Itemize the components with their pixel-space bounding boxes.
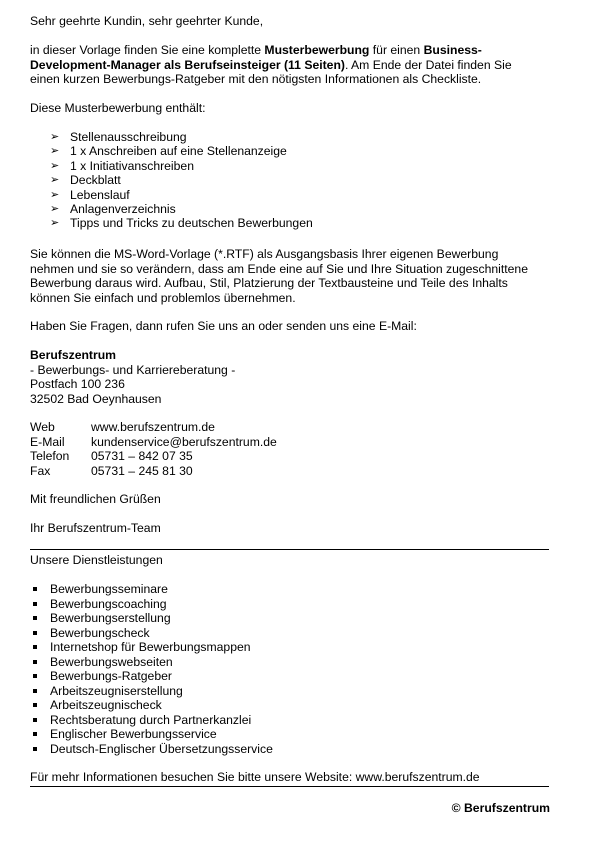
list-item-label: Bewerbungsseminare [50,582,168,596]
list-item-label: Bewerbungs-Ratgeber [50,669,172,683]
list-item-label: Tipps und Tricks zu deutschen Bewerbungen [70,216,313,231]
list-item [30,582,273,597]
more-info-text: Für mehr Informationen besuchen Sie bitte unsere Website: www.berufszentrum.de [30,770,480,784]
intro-bold-musterbewerbung: Musterbewerbung [264,43,370,57]
square-bullet-icon [33,645,37,649]
square-bullet-icon [33,674,37,678]
square-bullet-icon [33,718,37,722]
list-item [50,188,313,202]
list-item [50,159,313,173]
usage-line: nehmen und sie so verändern, dass am Ende eine auf Sie und Ihre Situation zugeschnittene [30,261,528,276]
list-item-label: Anlagenverzeichnis [70,201,176,216]
list-item-label: Bewerbungscoaching [50,596,167,611]
square-bullet-icon [33,703,37,707]
contact-label: E-Mail [30,434,65,449]
square-bullet-icon [33,660,37,664]
contact-label: Web [30,420,55,434]
list-item [30,597,273,612]
list-item-label: Arbeitszeugnischeck [50,698,162,712]
contact-row-phone [30,449,193,463]
arrow-bullet-icon: ➢ [50,202,60,215]
copyright: © Berufszentrum [451,801,550,815]
intro-text: . Am Ende der Datei finden Sie [344,57,512,72]
list-item-label: Arbeitszeugniserstellung [50,683,183,698]
square-bullet-icon [33,689,37,693]
list-item [30,669,273,684]
postbox: Postfach 100 236 [30,377,125,391]
company-tagline: - Bewerbungs- und Karriereberatung - [30,362,236,377]
square-bullet-icon [33,602,37,606]
usage-line: Bewerbung daraus wird. Aufbau, Stil, Platzierung der Textbausteine und Teile des Inhalts [30,276,508,290]
website-link[interactable]: www.berufszentrum.de [91,420,215,434]
contact-row-email [30,435,277,449]
services-list [30,582,273,756]
intro-bold-business: Business- [423,43,482,57]
closing: Mit freundlichen Grüßen [30,492,161,506]
fax-number: 05731 – 245 81 30 [91,463,193,478]
email-link[interactable]: kundenservice@berufszentrum.de [91,434,277,449]
intro-text: in dieser Vorlage finden Sie eine komplette [30,43,265,57]
questions-text: Haben Sie Fragen, dann rufen Sie uns an oder senden uns eine E-Mail: [30,319,417,333]
list-item-label: Deutsch-Englischer Übersetzungsservice [50,741,273,756]
contact-label: Fax [30,463,51,478]
list-item-label: Deckblatt [70,173,121,188]
intro-bold-position: Development-Manager als Berufseinsteiger (11 Seiten) [30,57,345,72]
list-item [50,216,313,230]
arrow-bullet-icon: ➢ [50,159,60,172]
contents-heading: Diese Musterbewerbung enthält: [30,101,206,115]
arrow-bullet-icon: ➢ [50,131,60,143]
list-item [50,173,313,187]
list-item [50,130,313,144]
list-item-label: Lebenslauf [70,187,130,202]
square-bullet-icon [33,732,37,736]
arrow-bullet-icon: ➢ [50,188,60,201]
signature: Ihr Berufszentrum-Team [30,521,161,535]
list-item [30,655,273,670]
arrow-bullet-icon: ➢ [50,145,60,158]
contents-list [50,130,313,231]
arrow-bullet-icon: ➢ [50,174,60,187]
list-item [30,684,273,699]
divider-bottom [30,786,549,787]
usage-line: Sie können die MS-Word-Vorlage (*.RTF) als Ausgangsbasis Ihrer eigenen Bewerbung [30,247,499,261]
divider-top [30,549,549,550]
phone-number: 05731 – 842 07 35 [91,449,193,463]
square-bullet-icon [33,587,37,591]
list-item-label: Rechtsberatung durch Partnerkanzlei [50,712,252,727]
list-item [50,202,313,216]
contact-row-fax [30,464,193,478]
list-item-label: Bewerbungserstellung [50,611,171,625]
square-bullet-icon [33,631,37,635]
intro-line-3: einen kurzen Bewerbungs-Ratgeber mit den nötigsten Informationen als Checkliste. [30,72,482,86]
list-item-label: Stellenausschreibung [70,130,187,144]
arrow-bullet-icon: ➢ [50,217,60,230]
list-item [50,144,313,158]
list-item [30,713,273,728]
city: 32502 Bad Oeynhausen [30,391,162,406]
contact-label: Telefon [30,449,70,463]
usage-line: können Sie einfach und problemlos übernehmen. [30,290,296,305]
company-name: Berufszentrum [30,348,117,362]
contact-row-web [30,420,215,434]
square-bullet-icon [33,616,37,620]
list-item-label: 1 x Initiativanschreiben [70,158,194,173]
services-heading: Unsere Dienstleistungen [30,553,163,567]
list-item [30,611,273,626]
list-item-label: Bewerbungswebseiten [50,654,173,669]
intro-text: für einen [369,43,424,57]
list-item [30,698,273,713]
list-item [30,742,273,757]
list-item-label: Bewerbungscheck [50,625,150,640]
list-item [30,640,273,655]
intro-line-1 [30,43,482,57]
greeting: Sehr geehrte Kundin, sehr geehrter Kunde, [30,14,264,28]
list-item [30,626,273,641]
square-bullet-icon [33,747,37,751]
list-item-label: Internetshop für Bewerbungsmappen [50,640,251,654]
intro-line-2 [30,58,512,72]
list-item-label: Englischer Bewerbungsservice [50,727,217,741]
list-item [30,727,273,742]
list-item-label: 1 x Anschreiben auf eine Stellenanzeige [70,144,287,159]
